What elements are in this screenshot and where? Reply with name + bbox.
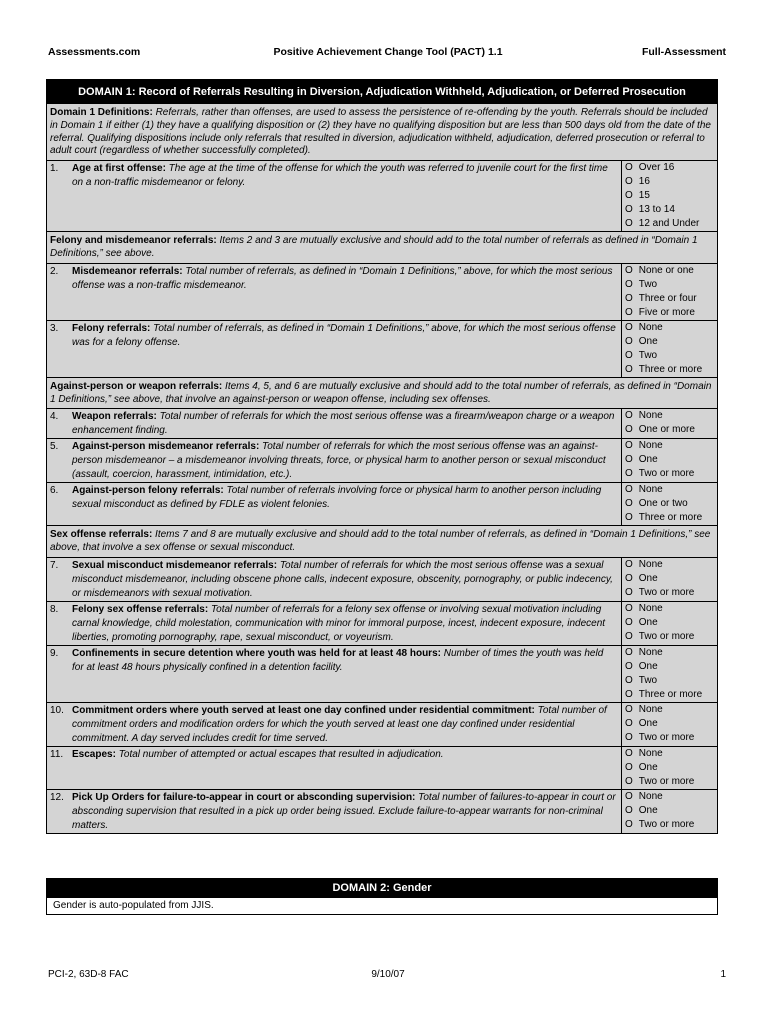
question-item <box>47 161 717 232</box>
answer-option[interactable] <box>625 175 715 189</box>
radio-circle-icon[interactable]: O <box>625 630 633 642</box>
radio-circle-icon[interactable]: O <box>625 190 633 202</box>
page-footer <box>48 969 728 983</box>
radio-circle-icon[interactable]: O <box>625 660 633 672</box>
question-text: Against-person felony referrals: Total number of referrals involving force or physical harm to another person including sexual misconduct as defined by FDLE as violent felonies. <box>72 485 602 511</box>
answer-option-label: Two or more <box>638 468 695 480</box>
answer-option[interactable] <box>625 321 715 335</box>
answer-option-label: One <box>638 572 658 584</box>
radio-circle-icon[interactable]: O <box>625 176 633 188</box>
answer-option[interactable] <box>625 203 715 217</box>
answer-option[interactable] <box>625 217 715 231</box>
answer-option[interactable] <box>625 278 715 292</box>
answer-option-label: None <box>638 484 663 496</box>
radio-circle-icon[interactable]: O <box>625 204 633 216</box>
radio-circle-icon[interactable]: O <box>625 335 633 347</box>
radio-circle-icon[interactable]: O <box>625 278 633 290</box>
question-number: 9. <box>50 647 59 659</box>
radio-circle-icon[interactable]: O <box>625 688 633 700</box>
answer-option-label: None <box>638 440 663 452</box>
answer-option[interactable] <box>625 363 715 377</box>
answer-option-label: One <box>638 804 658 816</box>
radio-circle-icon[interactable]: O <box>625 586 633 598</box>
question-number: 5. <box>50 441 59 453</box>
answer-option-label: One <box>638 454 658 466</box>
answer-option-label: None <box>638 646 663 658</box>
question-item <box>47 409 717 439</box>
answer-option[interactable] <box>625 335 715 349</box>
radio-circle-icon[interactable]: O <box>625 218 633 230</box>
person-referrals-note: Against-person or weapon referrals: Items 4, 5, and 6 are mutually exclusive and should add to the total number of referrals, as defined in “Domain 1 Definitions,” see above, that involve an against-person or weapon offense, including sex offenses. <box>47 378 717 410</box>
answer-option[interactable] <box>625 646 715 660</box>
answer-option-label: Two <box>638 278 658 290</box>
question-item <box>47 790 717 833</box>
answer-option[interactable] <box>625 703 715 717</box>
radio-circle-icon[interactable]: O <box>625 512 633 524</box>
footer-date: 9/10/07 <box>371 969 405 980</box>
answer-option-label: Over 16 <box>638 162 675 174</box>
radio-circle-icon[interactable]: O <box>625 454 633 466</box>
radio-circle-icon[interactable]: O <box>625 674 633 686</box>
answer-option[interactable] <box>625 630 715 644</box>
radio-circle-icon[interactable]: O <box>625 349 633 361</box>
radio-circle-icon[interactable]: O <box>625 775 633 787</box>
answer-option-label: One or two <box>638 498 688 510</box>
felony-referrals-note: Felony and misdemeanor referrals: Items 2 and 3 are mutually exclusive and should add to the total number of referrals as defined in “Domain 1 Definitions,” see above. <box>47 232 717 264</box>
question-item <box>47 483 717 526</box>
answer-option-label: One <box>638 660 658 672</box>
answer-option[interactable] <box>625 292 715 306</box>
answer-option[interactable] <box>625 511 715 525</box>
answer-option-label: None <box>638 321 663 333</box>
question-number: 4. <box>50 411 59 423</box>
radio-circle-icon[interactable]: O <box>625 410 633 422</box>
radio-circle-icon[interactable]: O <box>625 818 633 830</box>
radio-circle-icon[interactable]: O <box>625 321 633 333</box>
answer-option[interactable] <box>625 775 715 789</box>
answer-option[interactable] <box>625 306 715 320</box>
answer-option-label: One or more <box>638 424 695 436</box>
answer-option[interactable] <box>625 747 715 761</box>
question-item <box>47 321 717 378</box>
radio-circle-icon[interactable]: O <box>625 717 633 729</box>
radio-circle-icon[interactable]: O <box>625 363 633 375</box>
question-text: Age at first offense: The age at the time of the offense for which the youth was referred to juvenile court for the first time on a non-traffic misdemeanor or felony. <box>72 163 608 189</box>
radio-circle-icon[interactable]: O <box>625 703 633 715</box>
answer-option-label: One <box>638 335 658 347</box>
radio-circle-icon[interactable]: O <box>625 498 633 510</box>
radio-circle-icon[interactable]: O <box>625 292 633 304</box>
domain2-note: Gender is auto-populated from JJIS. <box>47 897 717 914</box>
answer-option[interactable] <box>625 818 715 832</box>
answer-option-label: Two or more <box>638 586 695 598</box>
question-text: Pick Up Orders for failure-to-appear in court or absconding supervision: Total number of failures-to-appear in court or absconding supervision that resulted in a pick up order being issued. Exclude failure-to-appear warrants for non-criminal matters. <box>72 791 616 831</box>
radio-circle-icon[interactable]: O <box>625 602 633 614</box>
answer-option-label: 15 <box>638 190 650 202</box>
question-number: 11. <box>50 748 64 760</box>
answer-option-label: Two or more <box>638 818 695 830</box>
radio-circle-icon[interactable]: O <box>625 804 633 816</box>
answer-option-label: Three or four <box>638 292 697 304</box>
radio-circle-icon[interactable]: O <box>625 761 633 773</box>
answer-option[interactable] <box>625 586 715 600</box>
question-text: Commitment orders where youth served at least one day confined under residential commitment: Total number of commitment orders and modification orders for which the youth served at least one day confined under residential commitment. A day served includes credit for time served. <box>72 704 607 744</box>
answer-option[interactable] <box>625 717 715 731</box>
radio-circle-icon[interactable]: O <box>625 558 633 570</box>
radio-circle-icon[interactable]: O <box>625 468 633 480</box>
answer-option[interactable] <box>625 453 715 467</box>
domain1-title: DOMAIN 1: Record of Referrals Resulting in Diversion, Adjudication Withheld, Adjudication, or Deferred Prosecution <box>47 80 717 104</box>
answer-option-label: None <box>638 747 663 759</box>
question-number: 7. <box>50 559 59 571</box>
domain1-form <box>46 79 718 834</box>
question-text: Sexual misconduct misdemeanor referrals: Total number of referrals for which the most serious offense was a sexual misconduct misdemeanor, including obscene phone calls, indecent exposure, obscenity, pornography, or public indecency, or misdemeanors with sexual motivation. <box>72 559 613 599</box>
answer-option[interactable] <box>625 439 715 453</box>
question-number: 10. <box>50 704 64 716</box>
question-text: Felony referrals: Total number of referrals, as defined in “Domain 1 Definitions,” above, for which the most serious offense was for a felony offense. <box>72 322 616 348</box>
answer-option[interactable] <box>625 189 715 203</box>
answer-option-label: Three or more <box>638 363 703 375</box>
domain2-form <box>46 878 718 915</box>
answer-option-label: Two <box>638 349 658 361</box>
question-number: 2. <box>50 265 59 277</box>
answer-option-label: 16 <box>638 176 650 188</box>
radio-circle-icon[interactable]: O <box>625 572 633 584</box>
answer-option-label: Three or more <box>638 512 703 524</box>
radio-circle-icon[interactable]: O <box>625 747 633 759</box>
question-item <box>47 747 717 790</box>
sex-referrals-note: Sex offense referrals: Items 7 and 8 are mutually exclusive and should add to the total number of referrals, as defined in “Domain 1 Definitions,” see above, that involve a sex offense or sexual misconduct. <box>47 526 717 558</box>
radio-circle-icon[interactable]: O <box>625 731 633 743</box>
answer-option[interactable] <box>625 616 715 630</box>
question-text: Weapon referrals: Total number of referrals for which the most serious offense was a firearm/weapon charge or a weapon enhancement finding. <box>72 411 615 437</box>
answer-option[interactable] <box>625 602 715 616</box>
answer-option-label: Two <box>638 674 658 686</box>
question-item <box>47 646 717 703</box>
question-number: 8. <box>50 603 59 615</box>
answer-option[interactable] <box>625 497 715 511</box>
answer-option[interactable] <box>625 467 715 481</box>
question-item <box>47 602 717 646</box>
radio-circle-icon[interactable]: O <box>625 484 633 496</box>
radio-circle-icon[interactable]: O <box>625 616 633 628</box>
answer-option-label: One <box>638 616 658 628</box>
answer-option[interactable] <box>625 349 715 363</box>
answer-option[interactable] <box>625 264 715 278</box>
answer-option-label: None <box>638 703 663 715</box>
answer-option-label: One <box>638 717 658 729</box>
answer-option[interactable] <box>625 423 715 437</box>
question-number: 1. <box>50 163 59 175</box>
answer-option[interactable] <box>625 660 715 674</box>
answer-option[interactable] <box>625 572 715 586</box>
question-number: 6. <box>50 485 59 497</box>
domain2-title: DOMAIN 2: Gender <box>47 879 717 897</box>
radio-circle-icon[interactable]: O <box>625 440 633 452</box>
answer-option[interactable] <box>625 804 715 818</box>
answer-option-label: Five or more <box>638 306 695 318</box>
answer-option-label: Two or more <box>638 775 695 787</box>
radio-circle-icon[interactable]: O <box>625 424 633 436</box>
answer-option-label: None <box>638 410 663 422</box>
answer-option[interactable] <box>625 674 715 688</box>
radio-circle-icon[interactable]: O <box>625 264 633 276</box>
footer-rule: PCI-2, 63D-8 FAC <box>48 969 129 980</box>
question-item <box>47 439 717 483</box>
answer-option[interactable] <box>625 483 715 497</box>
answer-option[interactable] <box>625 558 715 572</box>
page-header <box>48 46 728 60</box>
question-item <box>47 264 717 321</box>
radio-circle-icon[interactable]: O <box>625 790 633 802</box>
footer-page-number: 1 <box>720 969 726 980</box>
answer-option-label: None <box>638 790 663 802</box>
answer-option[interactable] <box>625 790 715 804</box>
question-text: Escapes: Total number of attempted or actual escapes that resulted in adjudication. <box>72 748 444 760</box>
question-text: Against-person misdemeanor referrals: Total number of referrals for which the most serious offense was an against-person misdemeanor – a misdemeanor involving threats, force, or physical harm to another person or sexual misconduct (assault, coercion, harassment, intimidation, etc.). <box>72 441 606 481</box>
answer-option[interactable] <box>625 688 715 702</box>
question-number: 3. <box>50 322 59 334</box>
question-text: Felony sex offense referrals: Total number of referrals for a felony sex offense or involving sexual motivation including carnal knowledge, child molestation, communication with minor for immoral purpose, incest, indecent exposure, indecent liberties, promoting pornography, rape, sexual misconduct, or voyeurism. <box>72 603 606 643</box>
header-title: Positive Achievement Change Tool (PACT) 1.1 <box>273 46 503 58</box>
question-item <box>47 558 717 602</box>
answer-option[interactable] <box>625 761 715 775</box>
question-text: Misdemeanor referrals: Total number of referrals, as defined in “Domain 1 Definitions,” above, for which the most serious offense was a non-traffic misdemeanor. <box>72 265 613 291</box>
radio-circle-icon[interactable]: O <box>625 162 633 174</box>
answer-option[interactable] <box>625 409 715 423</box>
answer-option-label: Two or more <box>638 630 695 642</box>
answer-option-label: Three or more <box>638 688 703 700</box>
answer-option-label: 12 and Under <box>638 218 700 230</box>
domain1-definitions: Domain 1 Definitions: Referrals, rather than offenses, are used to assess the persistence of re-offending by the youth. Referrals should be included in Domain 1 if either (1) they have a qualifying disposition or (2) they have no qualifying disposition but are less than 500 days old from the date of the referral. Qualifying dispositions include only referrals that resulted in diversion, adjudication withheld, adjudication, deferred prosecution or referral to adult court (regardless of whether successfully completed). <box>47 104 717 161</box>
answer-option[interactable] <box>625 161 715 175</box>
answer-option-label: One <box>638 761 658 773</box>
answer-option-label: Two or more <box>638 731 695 743</box>
radio-circle-icon[interactable]: O <box>625 306 633 318</box>
question-number: 12. <box>50 791 64 803</box>
answer-option-label: None <box>638 602 663 614</box>
answer-option[interactable] <box>625 731 715 745</box>
answer-option-label: None or one <box>638 264 694 276</box>
answer-option-label: None <box>638 558 663 570</box>
answer-option-label: 13 to 14 <box>638 204 675 216</box>
header-assessment-type: Full-Assessment <box>641 46 726 58</box>
header-site: Assessments.com <box>48 46 141 58</box>
question-text: Confinements in secure detention where youth was held for at least 48 hours: Number of times the youth was held for at least 48 hours physically confined in a detention facility. <box>72 647 604 673</box>
question-item <box>47 703 717 747</box>
radio-circle-icon[interactable]: O <box>625 646 633 658</box>
